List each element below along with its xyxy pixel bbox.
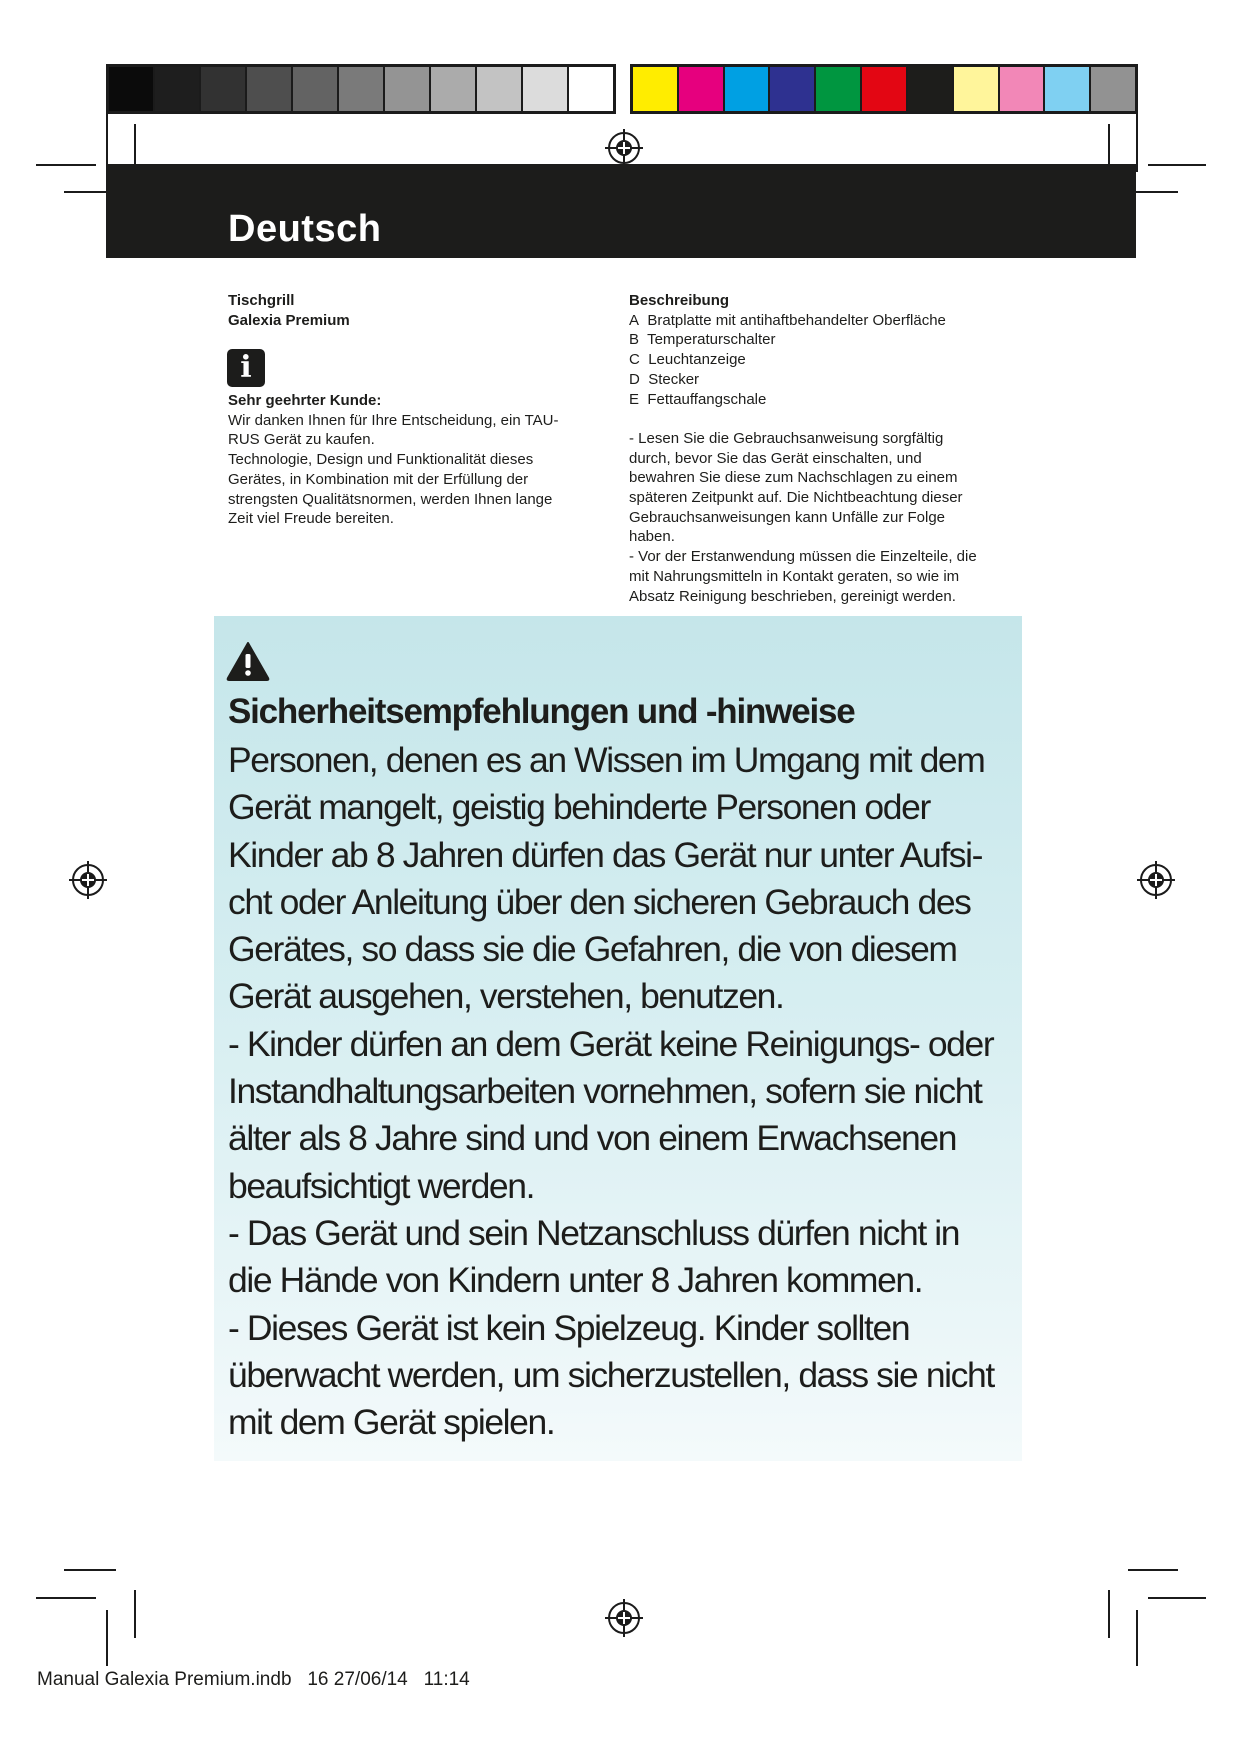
color-swatch <box>1045 67 1091 111</box>
crop-mark <box>1136 112 1138 172</box>
color-swatch <box>954 67 1000 111</box>
warning-icon <box>226 641 270 681</box>
gray-swatch <box>523 67 569 111</box>
registration-mark-icon <box>604 1598 644 1638</box>
safety-line: - Kinder dürfen an dem Gerät keine Reinigungs- oder <box>228 1023 994 1064</box>
item-letter: E <box>629 390 640 408</box>
safety-title: Sicherheitsempfehlungen und -hinweise <box>228 692 855 731</box>
product-type: Tischgrill <box>228 292 295 309</box>
gray-swatch <box>201 67 247 111</box>
safety-line: überwacht werden, um sicherzustellen, dass sie nicht <box>228 1354 994 1395</box>
crop-mark <box>106 112 108 172</box>
description-item <box>629 330 1049 350</box>
slug-date: 27/06/14 <box>333 1669 408 1690</box>
slug-file: Manual Galexia Premium.indb <box>37 1669 292 1690</box>
color-swatch <box>633 67 679 111</box>
safety-line: - Dieses Gerät ist kein Spielzeug. Kinder sollten <box>228 1307 910 1348</box>
crop-mark <box>134 1590 136 1638</box>
greeting-line: Technologie, Design und Funktionalität dieses <box>228 451 534 469</box>
gray-swatch <box>431 67 477 111</box>
note-line: - Vor der Erstanwendung müssen die Einzelteile, die <box>629 548 977 566</box>
crop-mark <box>1148 164 1206 166</box>
description-item <box>629 311 1049 331</box>
crop-mark <box>1108 1590 1110 1638</box>
gray-swatch <box>385 67 431 111</box>
gray-swatch <box>109 67 155 111</box>
registration-mark-icon <box>68 860 108 900</box>
item-letter: D <box>629 370 640 388</box>
item-label: Stecker <box>648 370 700 388</box>
note-line: haben. <box>629 528 675 546</box>
safety-line: Gerät ausgehen, verstehen, benutzen. <box>228 976 784 1017</box>
print-slug <box>37 1669 470 1691</box>
note-line: späteren Zeitpunkt auf. Die Nichtbeachtung dieser <box>629 489 963 507</box>
note-line: bewahren Sie diese zum Nachschlagen zu einem <box>629 469 958 487</box>
gray-swatch <box>247 67 293 111</box>
gray-swatch <box>155 67 201 111</box>
gray-swatch <box>293 67 339 111</box>
item-letter: A <box>629 311 640 329</box>
registration-mark-icon <box>604 128 644 168</box>
info-icon: i <box>227 349 265 387</box>
color-swatch <box>908 67 954 111</box>
safety-line: älter als 8 Jahre sind und von einem Erwachsenen <box>228 1118 957 1159</box>
grayscale-calibration-bar <box>106 64 616 114</box>
process-color-calibration-bar <box>630 64 1138 114</box>
product-model: Galexia Premium <box>228 312 350 329</box>
greeting-line: Wir danken Ihnen für Ihre Entscheidung, ein TAU- <box>228 411 559 429</box>
item-letter: B <box>629 331 640 349</box>
color-swatch <box>725 67 771 111</box>
safety-line: beaufsichtigt werden. <box>228 1165 535 1206</box>
note-line: Gebrauchsanweisungen kann Unfälle zur Folge <box>629 508 946 526</box>
color-swatch <box>679 67 725 111</box>
crop-mark <box>1148 1597 1206 1599</box>
description-item <box>629 370 1049 390</box>
color-swatch <box>816 67 862 111</box>
safety-line: mit dem Gerät spielen. <box>228 1402 555 1443</box>
color-swatch <box>1000 67 1046 111</box>
safety-text <box>228 737 1028 1446</box>
item-label: Fettauffangschale <box>647 390 767 408</box>
language-title: Deutsch <box>228 208 382 250</box>
greeting-line: Gerätes, in Kombination mit der Erfüllung der <box>228 470 529 488</box>
crop-mark <box>106 1610 108 1666</box>
crop-mark <box>64 1569 116 1571</box>
crop-mark <box>36 1597 96 1599</box>
gray-swatch <box>477 67 523 111</box>
safety-line: Gerätes, so dass sie die Gefahren, die von diesem <box>228 929 957 970</box>
greeting-line: RUS Gerät zu kaufen. <box>228 431 375 449</box>
note-line: Absatz Reinigung beschrieben, gereinigt werden. <box>629 587 956 605</box>
slug-time: 11:14 <box>423 1669 470 1690</box>
greeting-block <box>228 391 608 529</box>
note-line: - Lesen Sie die Gebrauchsanweisung sorgfältig <box>629 429 944 447</box>
note-line: mit Nahrungsmitteln in Kontakt geraten, so wie im <box>629 567 960 585</box>
description-item <box>629 390 1049 410</box>
color-swatch <box>770 67 816 111</box>
greeting-heading: Sehr geehrter Kunde: <box>228 392 382 409</box>
registration-mark-icon <box>1136 860 1176 900</box>
note-line: durch, bevor Sie das Gerät einschalten, und <box>629 449 922 467</box>
greeting-line: Zeit viel Freude bereiten. <box>228 510 394 528</box>
description-block <box>629 291 1049 606</box>
safety-line: Personen, denen es an Wissen im Umgang mit dem <box>228 740 985 780</box>
safety-line: Instandhaltungsarbeiten vornehmen, sofern sie nicht <box>228 1071 982 1112</box>
safety-line: die Hände von Kindern unter 8 Jahren kommen. <box>228 1260 923 1301</box>
color-swatch <box>862 67 908 111</box>
item-label: Leuchtanzeige <box>648 351 746 369</box>
item-label: Temperaturschalter <box>647 331 776 349</box>
gray-swatch <box>569 67 613 111</box>
crop-mark <box>1128 1569 1178 1571</box>
color-swatch <box>1091 67 1135 111</box>
safety-line: cht oder Anleitung über den sicheren Gebrauch des <box>228 881 971 922</box>
slug-page: 16 <box>307 1669 329 1690</box>
safety-line: Gerät mangelt, geistig behinderte Personen oder <box>228 787 930 828</box>
crop-mark <box>1136 1610 1138 1666</box>
description-item <box>629 350 1049 370</box>
crop-mark <box>36 164 96 166</box>
description-heading: Beschreibung <box>629 292 730 309</box>
safety-line: - Das Gerät und sein Netzanschluss dürfen nicht in <box>228 1212 960 1253</box>
greeting-line: strengsten Qualitätsnormen, werden Ihnen lange <box>228 490 553 508</box>
gray-swatch <box>339 67 385 111</box>
item-letter: C <box>629 351 640 369</box>
item-label: Bratplatte mit antihaftbehandelter Oberfläche <box>647 311 946 329</box>
safety-line: Kinder ab 8 Jahren dürfen das Gerät nur unter Aufsi- <box>228 834 983 875</box>
